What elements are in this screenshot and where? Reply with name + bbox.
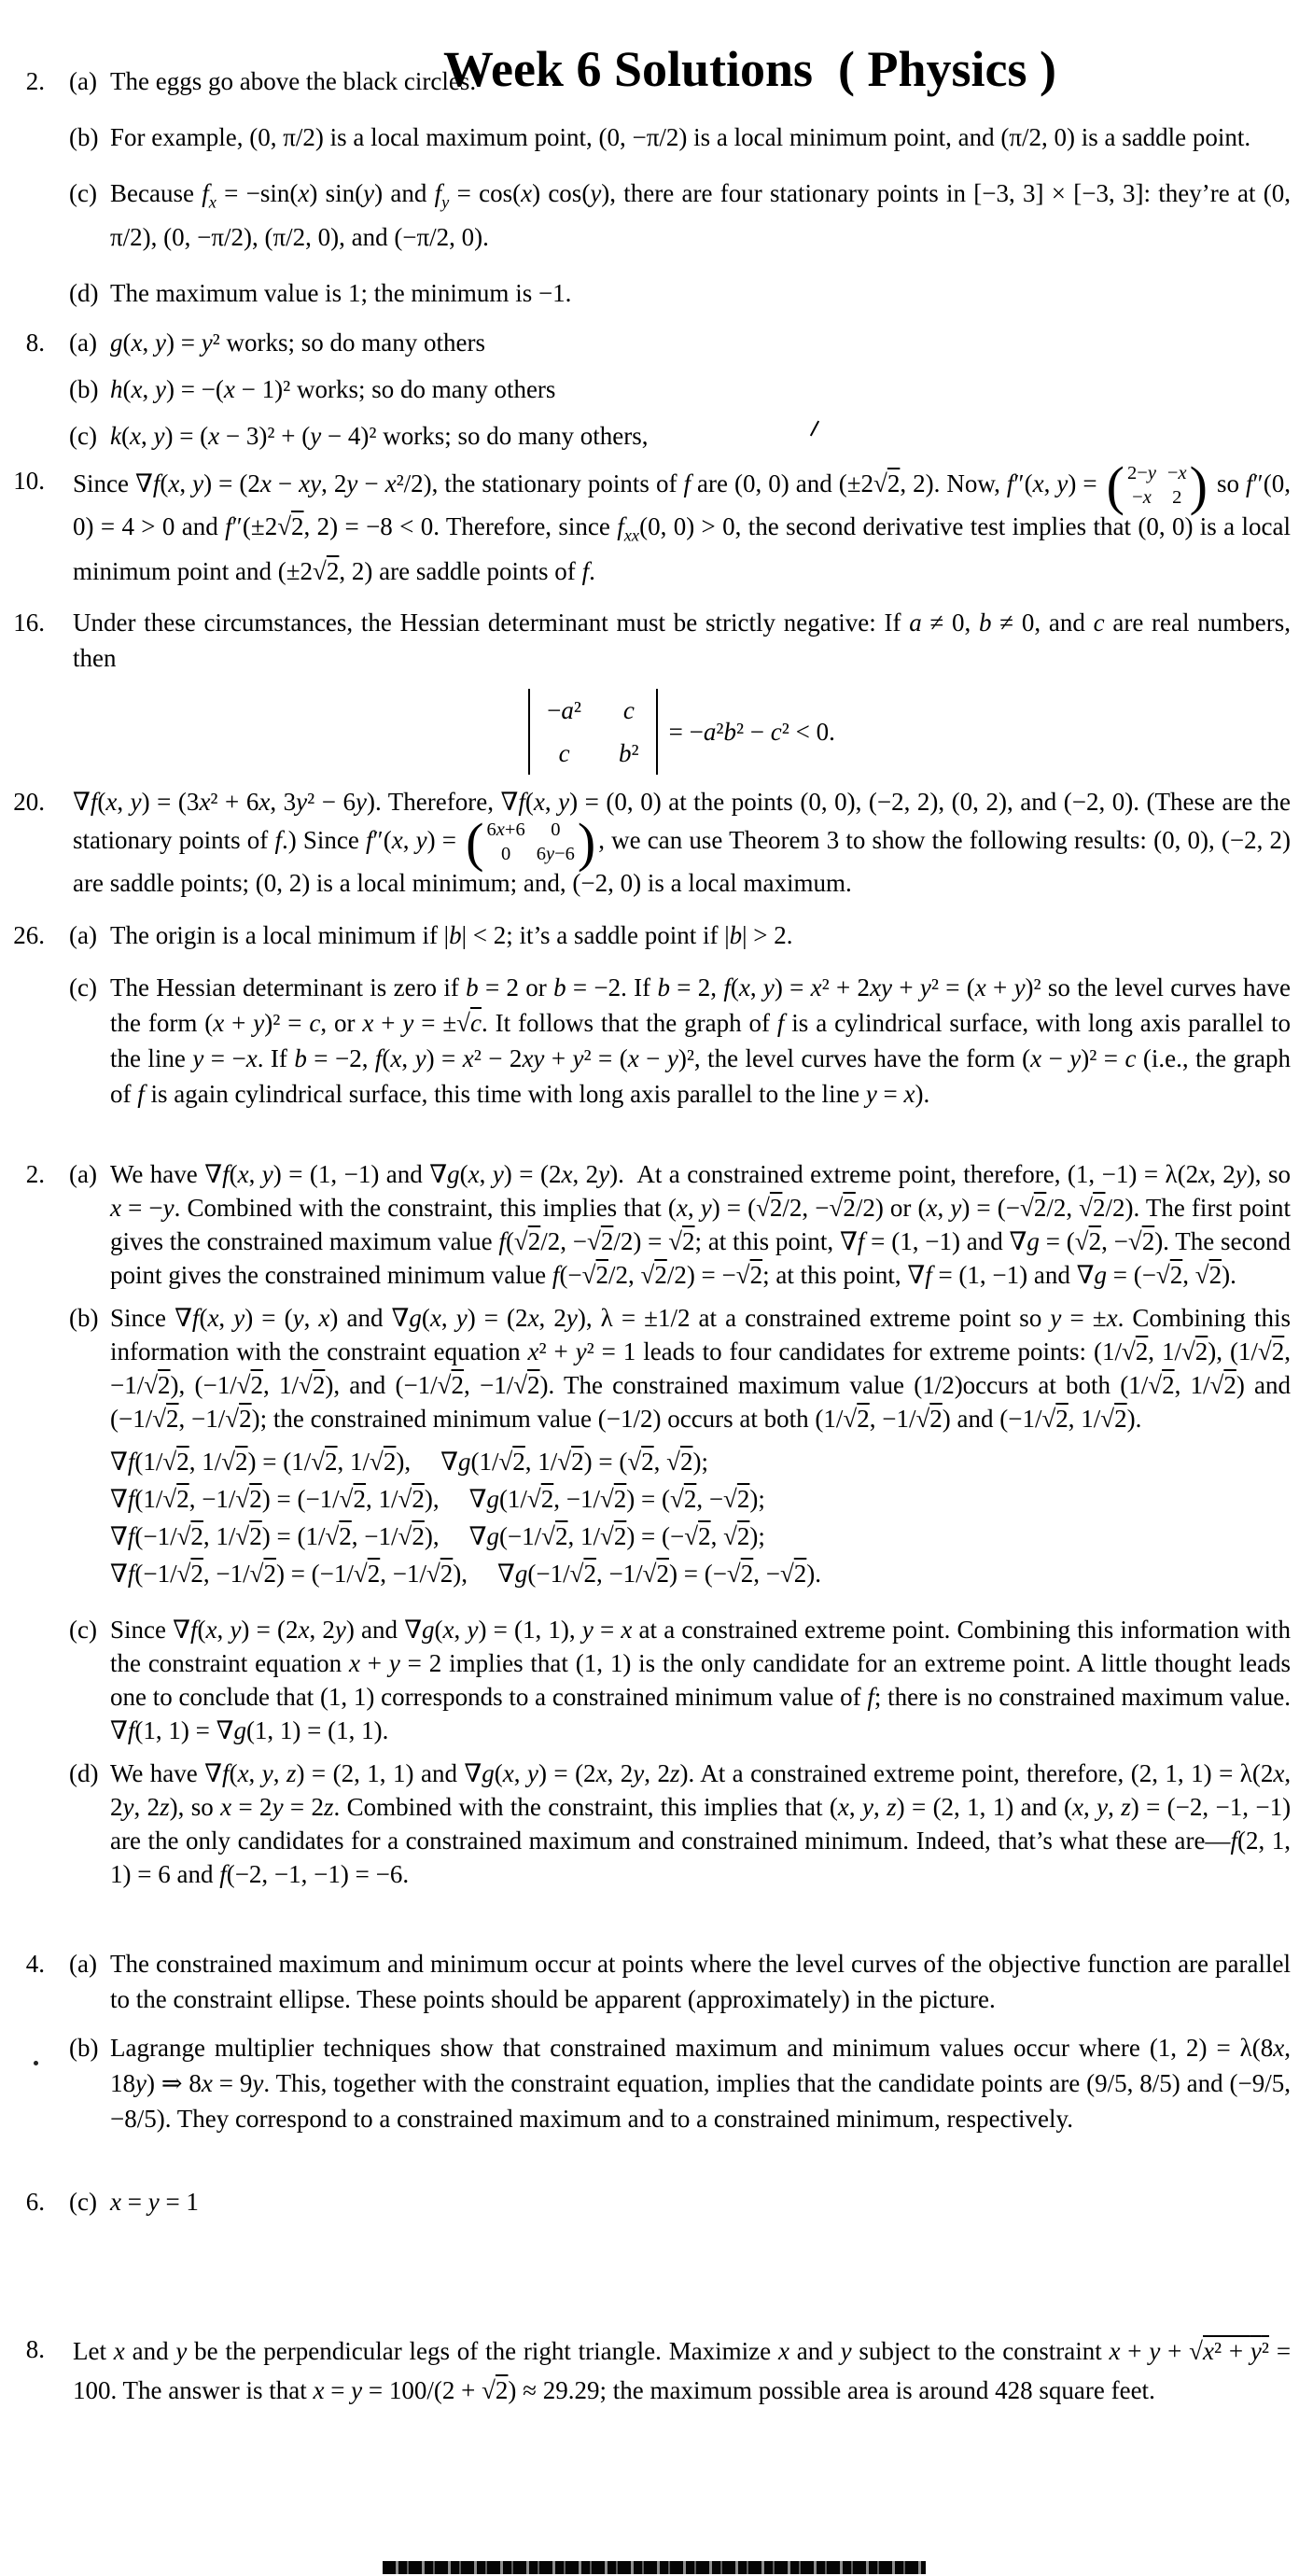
part-label: (a) [69,1160,97,1188]
part-label: (b) [69,1304,99,1332]
problem-parts [45,325,1313,465]
part-text: Since ∇f(x, y) = (2x, 2y) and ∇g(x, y) = (1, 1), y = x at a constrained extreme point. Combining this information with the constraint equation x + y = 2 implies that (1, 1) is the only candidate for an extreme point. A little thought leads one to conclude that (1, 1) corresponds to a constrained minimum value of f; there is no constrained maximum value. ∇f(1, 1) = ∇g(1, 1) = (1, 1). [110,1616,1292,1744]
problem-number: 2. [25,67,45,95]
part-d [69,275,1291,311]
part-c [69,418,1291,454]
part-b [69,371,1291,407]
part-label: (a) [69,1950,97,1978]
part-label: (a) [69,67,97,95]
part-label: (b) [69,123,99,151]
part-a [69,1157,1291,1292]
part-label: (c) [69,1616,97,1644]
page-title: Week 6 Solutions ( Physics ) [442,41,1057,98]
part-a [69,917,1291,953]
problem-parts [45,1157,1313,1900]
margin-speck [34,2061,38,2065]
part-text: Lagrange multiplier techniques show that constrained maximum and minimum values occur where (1, 2) = λ(8x, 18y) ⇒ 8x = 9y. This, together with the constraint equation, implies that the candidate points are (9/5, 8/5) and (−9/5, −8/5). They correspond to a constrained maximum and to a constrained minimum, respectively. [110,2034,1291,2133]
part-b [69,2030,1291,2136]
part-label: (b) [69,2034,99,2062]
determinant-display: −a² c c b² = −a²b² − c² < 0. [73,689,1291,775]
part-d [69,1757,1291,1891]
part-b [69,119,1291,155]
problem-10 [0,455,1313,589]
part-text [110,1301,1291,1603]
gradient-line-2: ∇f(1/√2, −1/√2) = (−1/√2, 1/√2), ∇g(1/√2, −1/√2) = (√2, −√2); [110,1485,765,1513]
problem-20 [0,784,1313,901]
scan-artifact-bar [383,2561,926,2574]
part-text: We have ∇f(x, y) = (1, −1) and ∇g(x, y) = (2x, 2y). At a constrained extreme point, therefore, (1, −1) = λ(2x, 2y), so x = −y. Combined with the constraint, this implies that (x, y) = (√2/2, −√2/2) or (x, y) = (−√2/2, √2/2). The first point gives the constrained maximum value f(√2/2, −√2/2) = √2; at this point, ∇f = (1, −1) and ∇g = (√2, −√2). The second point gives the constrained minimum value f(−√2/2, √2/2) = −√2; at this point, ∇f = (1, −1) and ∇g = (−√2, √2). [110,1160,1292,1289]
problem-parts [45,917,1313,1128]
part-text: h(x, y) = −(x − 1)² works; so do many others [110,375,556,403]
part-a [69,1946,1291,2017]
gradient-equations [110,1443,1291,1592]
problem-6 [0,2184,1313,2219]
part-text: k(x, y) = (x − 3)² + (y − 4)² works; so do many others, [110,422,649,450]
problem-body: Since ∇f(x, y) = (2x − xy, 2y − x²/2), the stationary points of f are (0, 0) and (±2√2, 2). Now, f″(x, y) = ( 2−y −x −x 2 ) so f″(0, 0) = 4 > 0 and f″(±2√2, 2) = −8 < 0. Therefore, since $f_{xx}(0$, 0) > 0, the second derivative test implies that (0, 0) is a local minimum point and (±2√2, 2) are saddle points of f. [73,455,1292,585]
gradient-line-3: ∇f(−1/√2, 1/√2) = (1/√2, −1/√2), ∇g(−1/√2, 1/√2) = (−√2, √2); [110,1522,765,1550]
gradient-line-1: ∇f(1/√2, 1/√2) = (1/√2, 1/√2), ∇g(1/√2, 1/√2) = (√2, √2); [110,1448,708,1476]
problem-8 [0,325,1313,465]
part-c [69,175,1291,255]
part-text: The Hessian determinant is zero if b = 2 or b = −2. If b = 2, f(x, y) = x² + 2xy + y² = (x + y)² so the level curves have the form (x + y)² = c, or x + y = ±√c. It follows that the graph of f is a cylindrical surface, with long axis parallel to the line y = −x. If b = −2, f(x, y) = x² − 2xy + y² = (x − y)², the level curves have the form (x − y)² = c (i.e., the graph of f is again cylindrical surface, this time with long axis parallel to the line y = x). [110,973,1292,1108]
problem-number: 2. [25,1160,45,1188]
part-label: (d) [69,1759,99,1787]
part-c [69,1613,1291,1747]
part-c [69,2184,1291,2219]
part-label: (c) [69,2188,97,2216]
problem-parts [45,1946,1313,2149]
part-a [69,325,1291,360]
part-label: (a) [69,329,97,357]
part-text: We have ∇f(x, y, z) = (2, 1, 1) and ∇g(x, y) = (2x, 2y, 2z). At a constrained extreme point, therefore, (2, 1, 1) = λ(2x, 2y, 2z), so x = 2y = 2z. Combined with the constraint, this implies that (x, y, z) = (2, 1, 1) and (x, y, z) = (−2, −1, −1) are the only candidates for a constrained maximum and constrained minimum. Indeed, that’s what these are—f(2, 1, 1) = 6 and f(−2, −1, −1) = −6. [110,1759,1292,1888]
problem-2 [0,63,1313,311]
problem-4 [0,1946,1313,2149]
problem-16 [0,605,1313,775]
part-a [69,63,1291,99]
problem-26 [0,917,1313,1128]
problem-number: 8. [25,2335,45,2363]
part-text: x = y = 1 [110,2188,199,2216]
part-text: The origin is a local minimum if |b| < 2; it’s a saddle point if |b| > 2. [110,921,793,949]
part-c [69,970,1291,1112]
part-label: (d) [69,279,99,308]
problem-number: 16. [13,609,45,637]
problem-8-triangle [0,2331,1313,2410]
problem-number: 8. [25,329,45,357]
part-label: (c) [69,973,97,1001]
problem-2-lagrange [0,1157,1313,1900]
part-text: The maximum value is 1; the minimum is −1. [110,279,572,308]
part-label: (c) [69,179,97,207]
problem-parts [45,63,1313,311]
part-label: (a) [69,921,97,949]
problem-body [45,605,1313,775]
part-text: Because $f_x = -\sin(x)$ sin(y) and $f_y = \cos(x)$ cos(y), there are four stationary points in [−3, 3] × [−3, 3]: they’re at (0, π/2), (0, −π/2), (π/2, 0), and (−π/2, 0). [110,179,1291,252]
part-b [69,1301,1291,1603]
part-label: (b) [69,375,99,403]
problem-body: Let x and y be the perpendicular legs of the right triangle. Maximize x and y subject to the constraint x + y + √x² + y² = 100. The answer is that x = y = 100/(2 + √2) ≈ 29.29; the maximum possible area is around 428 square feet. [73,2337,1292,2404]
gradient-line-4: ∇f(−1/√2, −1/√2) = (−1/√2, −1/√2), ∇g(−1/√2, −1/√2) = (−√2, −√2). [110,1560,822,1588]
problem-number: 26. [13,921,45,949]
part-text: g(x, y) = y² works; so do many others [110,329,485,357]
part-text: For example, (0, π/2) is a local maximum point, (0, −π/2) is a local minimum point, and (π/2, 0) is a saddle point. [110,123,1251,151]
part-text: The constrained maximum and minimum occur at points where the level curves of the objective function are parallel to the constraint ellipse. These points should be apparent (approximately) in the picture. [110,1950,1291,2013]
problem-number: 6. [25,2188,45,2216]
part-label: (c) [69,422,97,450]
problem-parts [45,2184,1313,2219]
problem-number: 20. [13,788,45,816]
problem-body: ∇f(x, y) = (3x² + 6x, 3y² − 6y). Therefore, ∇f(x, y) = (0, 0) at the points (0, 0), (−2, 2), (0, 2), and (−2, 0). (These are the stationary points of f.) Since f″(x, y) = ( 6x+6 0 0 6y−6 ) , we can use Theorem 3 to show the following results: (0, 0), (−2, 2) are saddle points; (0, 2) is a local minimum; and, (−2, 0) is a local maximum. [73,788,1292,898]
problem-number: 10. [13,467,45,495]
problem-number: 4. [25,1950,45,1978]
part-text: The eggs go above the black circles. [110,67,477,95]
part-b-paragraph: Since ∇f(x, y) = (y, x) and ∇g(x, y) = (2x, 2y), λ = ±1/2 at a constrained extreme point so y = ±x. Combining this information with the constraint equation x² + y² = 1 leads to four candidates for extreme points: (1/√2, 1/√2), (1/√2, −1/√2), (−1/√2, 1/√2), and (−1/√2, −1/√2). The constrained maximum value (1/2)occurs at both (1/√2, 1/√2) and (−1/√2, −1/√2); the constrained minimum value (−1/2) occurs at both (1/√2, −1/√2) and (−1/√2, 1/√2). [110,1304,1292,1433]
problem-text: Under these circumstances, the Hessian determinant must be strictly negative: If a ≠ 0, b ≠ 0, and c are real numbers, then [73,609,1291,672]
